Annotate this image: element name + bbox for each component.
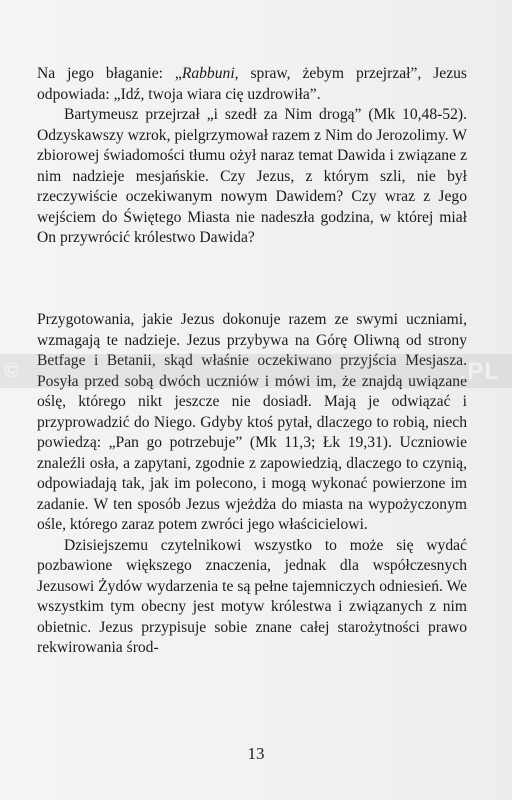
paragraph-4: [37, 536, 467, 659]
paragraph-3: [37, 310, 467, 536]
text-run: Dzisiejszemu czytelnikowi wszystko to może się wydać pozbawione większego znaczenia, jednak dla współczesnych Jezusowi Żydów wydarzenia te są pełne tajemniczych odniesień. We wszystkim tym obecny jest motyw królestwa i związanych z nim obietnic. Jezus przypisuje sobie znane całej starożytności prawo rekwirowania środ-: [37, 536, 467, 656]
paragraph-1: [37, 64, 467, 105]
italic-text-run: Rabbuni: [181, 65, 235, 82]
text-run: Bartymeusz przejrzał „i szedł za Nim drogą” (Mk 10,48-52). Odzyskawszy wzrok, pielgrzymował razem z Nim do Jerozolimy. W zbiorowej świadomości tłumu ożył naraz temat Dawida i związane z nim nadzieje mesjańskie. Czy Jezus, z którym szli, nie był rzeczywiście oczekiwanym nowym Dawidem? Czy wraz z Jego wejściem do Świętego Miasta nie nadeszła godzina, w której miał On przywrócić królestwo Dawida?: [37, 106, 467, 246]
text-block-upper: [37, 64, 467, 249]
text-run: Na jego błaganie: „: [37, 65, 182, 82]
page-number: 13: [247, 744, 265, 763]
paragraph-2: [37, 105, 467, 249]
text-block-lower: [37, 310, 467, 659]
watermark-domain-suffix: .PL: [459, 358, 500, 385]
text-run: , spraw, żebym przejrzał”, Jezus odpowiada: „Idź, twoja wiara cię uzdrowiła”.: [37, 65, 467, 103]
watermark-copyright-mark: ©: [4, 360, 19, 382]
text-run: Przygotowania, jakie Jezus dokonuje razem ze swymi uczniami, wzmagają te nadzieje. Jezus przybywa na Górę Oliwną od strony Betfage i Betanii, skąd właśnie oczekiwano przyjścia Mesjasza. Posyła przed sobą dwóch uczniów i mówi im, że znajdą uwiązane oślę, którego nikt jeszcze nie dosiadł. Mają je odwiązać i przyprowadzić do Niego. Gdyby ktoś pytał, dlaczego to robią, niech powiedzą: „Pan go potrzebuje” (Mk 11,3; Łk 19,31). Uczniowie znaleźli osła, a zapytani, zgodnie z zapowiedzią, dlaczego to czynią, odpowiadają tak, jak im polecono, i mogą wykonać powierzone im zadanie. W ten sposób Jezus wjeżdża do miasta na wypożyczonym ośle, którego zaraz potem zwróci jego właścicielowi.: [37, 311, 467, 533]
